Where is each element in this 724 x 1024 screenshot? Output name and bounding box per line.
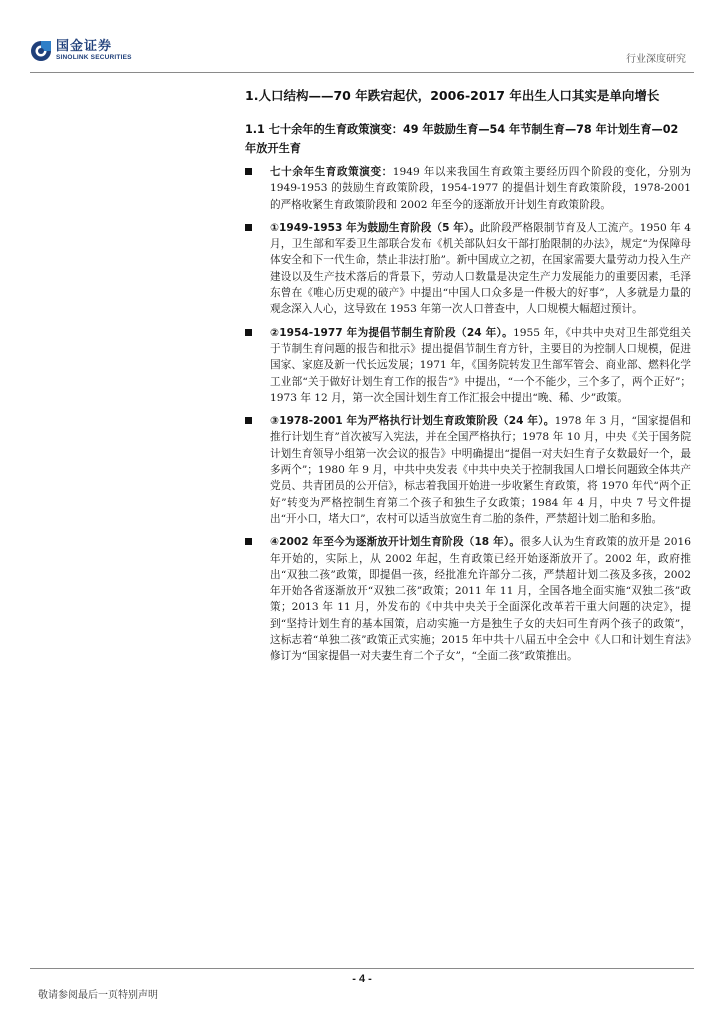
logo-chinese-name: 国金证券 [56, 39, 113, 54]
page-number: - 4 - [352, 973, 372, 985]
bullet-text: 1978 年 3 月，“国家提倡和推行计划生育”首次被写入宪法，并在全国严格执行；1978 年 10 月，中央《关于国务院计划生育领导小组第一次会议的报告》中明确提出“提倡一对夫妇生育子女数最好一个，最多两个”；1980 年 9 月，中共中央发表《中共中央关于控制我国人口增长问题致全体共产党员、共青团员的公开信》，标志着我国开始进一步收紧生育政策，将 1970 年代“两个正好”转变为严格控制生育第二个孩子和独生子女政策；1984 年 4 月，中央 7 号文件提出“开小口，堵大口”，农村可以适当放宽生育二胎的条件，严禁超计划二胎和多胎。 [270, 415, 692, 525]
bullet-square-icon [245, 329, 252, 336]
bullet-square-icon [245, 538, 252, 545]
subsection-heading: 1.1 七十余年的生育政策演变：49 年鼓励生育—54 年节制生育—78 年计划生育—02 年放开生育 [245, 123, 679, 155]
page-header [0, 0, 724, 80]
bullet-square-icon [245, 224, 252, 231]
bullet-lead: ②1954-1977 年为提倡节制生育阶段（24 年）。 [270, 326, 514, 339]
bullet-lead: ④2002 年至今为逐渐放开计划生育阶段（18 年）。 [270, 536, 521, 549]
section-heading: 1.人口结构——70 年跌宕起伏，2006-2017 年出生人口其实是单向增长 [245, 88, 660, 103]
sinolink-logo-icon [30, 40, 52, 62]
company-logo [30, 40, 132, 62]
logo-english-name: SINOLINK SECURITIES [56, 54, 132, 61]
bullet-stage-1 [245, 220, 691, 318]
bullet-lead: ①1949-1953 年为鼓励生育阶段（5 年）。 [270, 221, 480, 234]
bullet-stage-3 [245, 413, 691, 527]
bullet-square-icon [245, 417, 252, 424]
bullet-square-icon [245, 168, 252, 175]
footer-divider [30, 968, 694, 969]
bullet-policy-overview [245, 164, 691, 213]
main-content [245, 86, 691, 672]
header-divider [30, 72, 694, 73]
bullet-text: 此阶段严格限制节育及人工流产。1950 年 4 月，卫生部和军委卫生部联合发布《机关部队妇女干部打胎限制的办法》，规定“为保障母体安全和下一代生命，禁止非法打胎”。新中国成立之初，在国家需要大量劳动力投入生产建设以及生产技术落后的背景下，劳动人口数量是决定生产力发展能力的重要因素，毛泽东曾在《唯心历史观的破产》中提出“中国人口众多是一件极大的好事”，人多就是力量的观念深入人心，这导致在 1953 年第一次人口普查中，人口规模大幅超过预计。 [270, 221, 691, 316]
bullet-stage-4 [245, 534, 691, 664]
bullet-stage-2 [245, 325, 691, 406]
report-type-label: 行业深度研究 [626, 54, 686, 65]
bullet-lead: ③1978-2001 年为严格执行计划生育政策阶段（24 年）。 [270, 415, 555, 428]
disclaimer-note: 敬请参阅最后一页特别声明 [38, 990, 158, 1001]
bullet-lead: 七十余年生育政策演变： [270, 166, 393, 178]
bullet-text: 1949 年以来我国生育政策主要经历四个阶段的变化，分别为 1949-1953 的鼓励生育政策阶段，1954-1977 的提倡计划生育政策阶段，1978-2001 的严格收紧生育政策阶段和 2002 年至今的逐渐放开计划生育政策阶段。 [270, 166, 692, 211]
bullet-text: 1955 年，《中共中央对卫生部党组关于节制生育问题的报告和批示》提出提倡节制生育方针，主要目的为控制人口规模，促进国家、家庭及新一代长远发展；1971 年，《国务院转发卫生部军管会、商业部、燃料化学工业部“关于做好计划生育工作的报告”》中提出，“一个不能少，三个多了，两个正好”；1973 年 12 月，第一次全国计划生育工作汇报会中提出“晚、稀、少”政策。 [270, 326, 692, 404]
bullet-text: 很多人认为生育政策的放开是 2016 年开始的，实际上，从 2002 年起，生育政策已经开始逐渐放开了。2002 年，政府推出“双独二孩”政策，即提倡一孩，经批准允许部分二孩，严禁超计划二孩及多孩，2002 年开始各省逐渐放开“双独二孩”政策；2011 年 11 月，全国各地全面实施“双独二孩”政策；2013 年 11 月，外发布的《中共中央关于全面深化改革若干重大问题的决定》，提到“坚持计划生育的基本国策，启动实施一方是独生子女的夫妇可生育两个孩子的政策”，这标志着“单独二孩”政策正式实施；2015 年中共十八届五中全会中《人口和计划生育法》修订为“国家提倡一对夫妻生育二个子女”，“全面二孩”政策推出。 [270, 536, 691, 663]
